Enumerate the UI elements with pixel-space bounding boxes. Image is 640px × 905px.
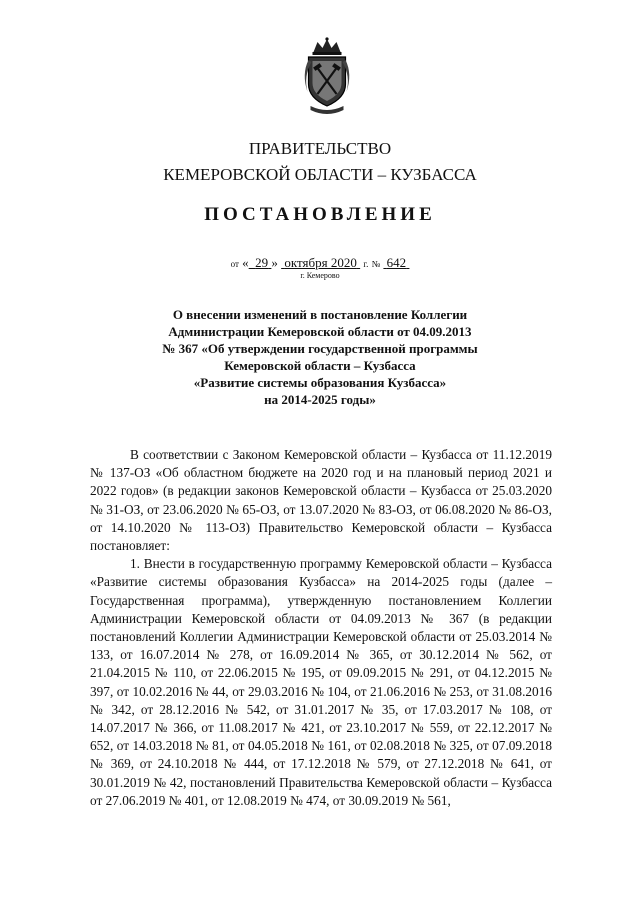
year-suffix: г. xyxy=(363,259,369,269)
document-number: 642 xyxy=(386,255,407,270)
open-quote: « xyxy=(242,255,249,270)
date-month-year: октября 2020 xyxy=(284,255,357,270)
coat-of-arms-icon xyxy=(300,36,355,116)
title-line: Кемеровской области – Кузбасса xyxy=(224,358,416,373)
government-title-line2: КЕМЕРОВСКОЙ ОБЛАСТИ – КУЗБАССА xyxy=(163,165,477,184)
document-title xyxy=(100,306,540,408)
number-label: № xyxy=(371,259,381,269)
body-paragraph-preamble: В соответствии с Законом Кемеровской области – Кузбасса от 11.12.2019 № 137-ОЗ «Об областном бюджете на 2020 год и на плановый период 2021 и 2022 годов» (в редакции законов Кемеровской области – Кузбасса от 25.03.2020 № 31-ОЗ, от 23.06.2020 № 65-ОЗ, от 13.07.2020 № 83-ОЗ, от 06.08.2020 № 86-ОЗ, от 14.10.2020 № 113-ОЗ) Правительство Кемеровской области – Кузбасса постановляет: xyxy=(90,447,552,554)
title-line: № 367 «Об утверждении государственной программы xyxy=(162,341,478,356)
title-line: Администрации Кемеровской области от 04.09.2013 xyxy=(168,324,472,339)
title-line: О внесении изменений в постановление Коллегии xyxy=(172,307,468,322)
city-label: г. Кемерово xyxy=(300,271,340,280)
from-label: от xyxy=(230,259,239,269)
document-body xyxy=(90,446,552,810)
date-day: 29 xyxy=(255,255,269,270)
close-quote: » xyxy=(271,255,278,270)
date-number-line xyxy=(0,255,640,271)
government-title-line1: ПРАВИТЕЛЬСТВО xyxy=(248,139,392,158)
title-line: на 2014-2025 годы» xyxy=(264,392,376,407)
body-paragraph-item-1: 1. Внести в государственную программу Кемеровской области – Кузбасса «Развитие системы образования Кузбасса» на 2014-2025 годы (далее – Государственная программа), утвержденную постановлением Коллегии Администрации Кемеровской области от 04.09.2013 № 367 (в редакции постановлений Коллегии Администрации Кемеровской области от 25.03.2014 № 133, от 16.07.2014 № 278, от 16.09.2014 № 365, от 30.12.2014 № 562, от 21.04.2015 № 110, от 22.06.2015 № 195, от 09.09.2015 № 291, от 04.12.2015 № 397, от 10.02.2016 № 44, от 29.03.2016 № 104, от 21.06.2016 № 253, от 31.08.2016 № 342, от 28.12.2016 № 542, от 31.01.2017 № 35, от 17.03.2017 № 108, от 14.07.2017 № 366, от 11.08.2017 № 421, от 23.10.2017 № 559, от 22.12.2017 № 652, от 14.03.2018 № 81, от 04.05.2018 № 161, от 02.08.2018 № 325, от 07.09.2018 № 369, от 24.10.2018 № 444, от 17.12.2018 № 579, от 27.12.2018 № 641, от 30.01.2019 № 42, постановлений Правительства Кемеровской области – Кузбасса от 27.06.2019 № 401, от 12.08.2019 № 474, от 30.09.2019 № 561, xyxy=(90,556,552,808)
title-line: «Развитие системы образования Кузбасса» xyxy=(193,375,447,390)
document-type: ПОСТАНОВЛЕНИЕ xyxy=(204,204,436,225)
